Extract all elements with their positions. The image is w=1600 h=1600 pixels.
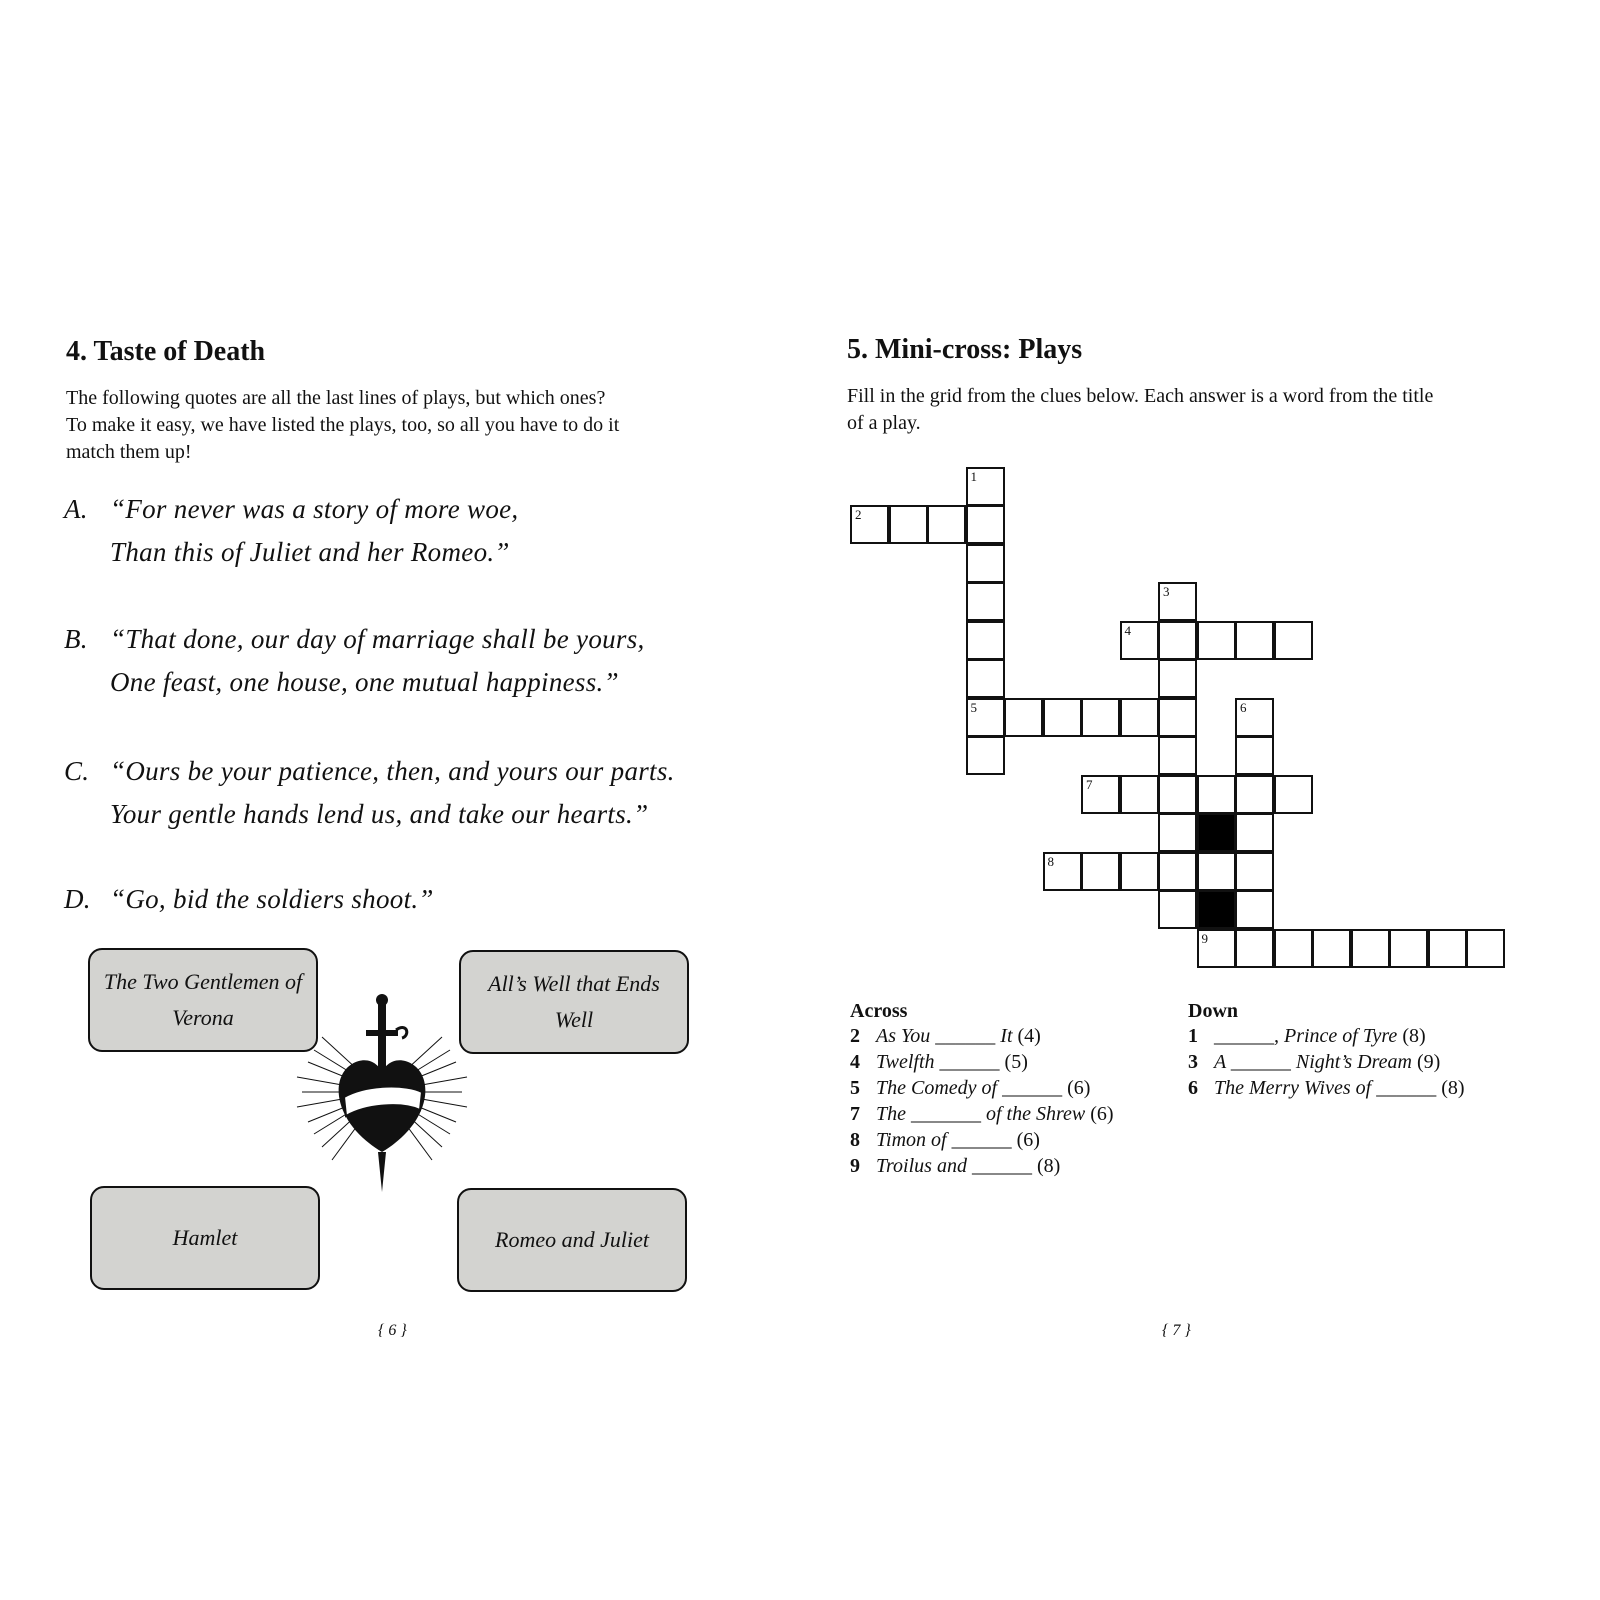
crossword-cell[interactable] (1081, 775, 1120, 814)
puzzle-5-intro: Fill in the grid from the clues below. Each answer is a word from the title of a play. (847, 385, 1434, 434)
clue-before: The Comedy of ______ (876, 1077, 1068, 1099)
clue-down (1188, 1049, 1465, 1075)
puzzle-5-title: 5. Mini-cross: Plays (847, 334, 1083, 365)
crossword-cell[interactable] (1120, 775, 1159, 814)
crossword-cell[interactable] (1158, 890, 1197, 929)
crossword-cell[interactable] (1235, 698, 1274, 737)
clue-before: A ______ (1214, 1051, 1296, 1073)
crossword-cell[interactable] (927, 505, 966, 544)
crossword-clue-number: 2 (855, 507, 862, 522)
crossword-cell[interactable] (1158, 813, 1197, 852)
clue-num: 2 (850, 1025, 860, 1047)
clue-num: 6 (1188, 1077, 1198, 1099)
crossword-cell[interactable] (966, 505, 1005, 544)
heart-dagger-icon (292, 992, 472, 1202)
crossword-cell[interactable] (1081, 698, 1120, 737)
quote-line: Than this of Juliet and her Romeo.” (110, 537, 510, 567)
play-card-label: The Two Gentlemen of Verona (103, 969, 303, 1030)
clue-num: 7 (850, 1103, 860, 1125)
clue-after: Prince of Tyre (1284, 1025, 1398, 1047)
clue-len: (4) (1017, 1025, 1041, 1047)
clue-len: (9) (1416, 1051, 1441, 1073)
quote-line: One feast, one house, one mutual happiness.” (110, 667, 619, 697)
clue-num: 5 (850, 1077, 860, 1099)
puzzle-4-title: 4. Taste of Death (66, 336, 266, 367)
play-card-romeo-juliet (457, 1188, 687, 1292)
across-heading: Across (850, 1000, 908, 1022)
crossword-cell[interactable] (1158, 621, 1197, 660)
clue-len: (6) (1090, 1103, 1114, 1125)
crossword-cell[interactable] (1158, 736, 1197, 775)
crossword-cell[interactable] (966, 659, 1005, 698)
clue-len: (6) (1016, 1129, 1040, 1151)
crossword-cell[interactable] (1274, 621, 1313, 660)
crossword-cell[interactable] (1004, 698, 1043, 737)
crossword-cell[interactable] (1351, 929, 1390, 968)
clue-len: (8) (1402, 1025, 1426, 1047)
crossword-clue-number: 5 (970, 699, 977, 715)
quote-line: “For never was a story of more woe, (110, 494, 519, 524)
quote-letter: B. (64, 624, 88, 654)
crossword-cell[interactable] (966, 698, 1005, 737)
down-heading: Down (1188, 1000, 1239, 1022)
clue-before: The _______ (876, 1103, 986, 1125)
play-card-label: Romeo and Juliet (495, 1227, 649, 1252)
clue-across (850, 1127, 1114, 1153)
clue-down (1188, 1075, 1465, 1101)
quote-letter: A. (64, 494, 88, 524)
crossword-cell[interactable] (1158, 698, 1197, 737)
crossword-cell[interactable] (1197, 775, 1236, 814)
crossword-cell[interactable] (1120, 698, 1159, 737)
clue-after: It (1000, 1025, 1013, 1047)
crossword-clue-number: 7 (1086, 776, 1093, 792)
crossword-black-cell (1197, 813, 1236, 852)
crossword-black-cell (1197, 890, 1236, 929)
quote-letter: C. (64, 756, 90, 786)
clue-num: 9 (850, 1155, 860, 1177)
crossword-cell[interactable] (1158, 852, 1197, 891)
puzzle-4-intro: The following quotes are all the last lines of plays, but which ones? To make it easy, we have listed the plays, too, so all you have to do it match them up! (66, 387, 620, 463)
crossword-clue-number: 8 (1047, 853, 1054, 869)
crossword-cell[interactable] (966, 467, 1005, 506)
crossword-cell[interactable] (1043, 698, 1082, 737)
across-clues (850, 1000, 1114, 1179)
clue-len: (8) (1441, 1077, 1465, 1099)
crossword-clue-number: 6 (1240, 699, 1247, 715)
down-clues (1188, 1000, 1465, 1101)
clue-num: 1 (1188, 1025, 1198, 1047)
page-number-6: { 6 } (378, 1322, 407, 1339)
crossword-cell[interactable] (1197, 852, 1236, 891)
crossword-cell[interactable] (1235, 852, 1274, 891)
clue-across (850, 1153, 1114, 1179)
clue-across (850, 1075, 1114, 1101)
clue-before: The Merry Wives of ______ (1214, 1077, 1442, 1099)
crossword-cell[interactable] (1120, 852, 1159, 891)
clue-num: 8 (850, 1129, 860, 1151)
clue-across (850, 1101, 1114, 1127)
crossword-cell[interactable] (1312, 929, 1351, 968)
crossword-cell[interactable] (966, 621, 1005, 660)
crossword-cell[interactable] (966, 736, 1005, 775)
crossword-cell[interactable] (1389, 929, 1428, 968)
quote-line: “That done, our day of marriage shall be yours, (110, 624, 645, 654)
page-number-7: { 7 } (1162, 1322, 1191, 1339)
clue-before: ______, (1214, 1025, 1284, 1047)
crossword-cell[interactable] (1274, 775, 1313, 814)
crossword-clue-number: 1 (970, 468, 977, 484)
crossword-cell[interactable] (1235, 813, 1274, 852)
play-card-hamlet (90, 1186, 320, 1290)
quote-line: “Ours be your patience, then, and yours our parts. (110, 756, 675, 786)
crossword-clue-number: 9 (1201, 930, 1208, 946)
crossword-cell[interactable] (1428, 929, 1467, 968)
crossword-cell[interactable] (1081, 852, 1120, 891)
crossword-cell[interactable] (1043, 852, 1082, 891)
clue-across (850, 1023, 1114, 1049)
clue-after: Night’s Dream (1295, 1051, 1412, 1073)
crossword-cell[interactable] (1235, 775, 1274, 814)
clue-before: Twelfth ______ (876, 1051, 1005, 1073)
play-card-label: All’s Well that Ends Well (488, 971, 660, 1032)
quote-line: “Go, bid the soldiers shoot.” (110, 884, 434, 914)
crossword-cell[interactable] (1235, 929, 1274, 968)
clue-num: 4 (850, 1051, 860, 1073)
clue-len: (6) (1067, 1077, 1091, 1099)
clue-len: (8) (1036, 1155, 1061, 1177)
crossword-cell[interactable] (966, 582, 1005, 621)
quote-letter: D. (64, 884, 91, 914)
clue-after: of the Shrew (986, 1103, 1086, 1125)
crossword-cell[interactable] (850, 505, 889, 544)
clue-across (850, 1049, 1114, 1075)
play-card-label: Hamlet (172, 1225, 238, 1250)
clue-down (1188, 1023, 1465, 1049)
crossword-cell[interactable] (1120, 621, 1159, 660)
crossword-cell[interactable] (1466, 929, 1505, 968)
crossword-cell[interactable] (1158, 582, 1197, 621)
clue-before: Troilus and ______ (876, 1155, 1037, 1177)
crossword-cell[interactable] (1197, 621, 1236, 660)
crossword-cell[interactable] (1197, 929, 1236, 968)
quote-line: Your gentle hands lend us, and take our hearts.” (110, 799, 649, 829)
crossword-cell[interactable] (1158, 775, 1197, 814)
clue-before: As You ______ (876, 1025, 1001, 1047)
crossword-clue-number: 3 (1163, 584, 1170, 599)
clue-num: 3 (1188, 1051, 1198, 1073)
crossword-cell[interactable] (1235, 621, 1274, 660)
clue-before: Timon of ______ (876, 1129, 1017, 1151)
crossword-cell[interactable] (1158, 659, 1197, 698)
crossword-clue-number: 4 (1124, 622, 1131, 638)
crossword-cell[interactable] (966, 544, 1005, 583)
crossword-cell[interactable] (889, 505, 928, 544)
crossword-cell[interactable] (1235, 736, 1274, 775)
crossword-cell[interactable] (1235, 890, 1274, 929)
clue-len: (5) (1004, 1051, 1028, 1073)
crossword-cell[interactable] (1274, 929, 1313, 968)
